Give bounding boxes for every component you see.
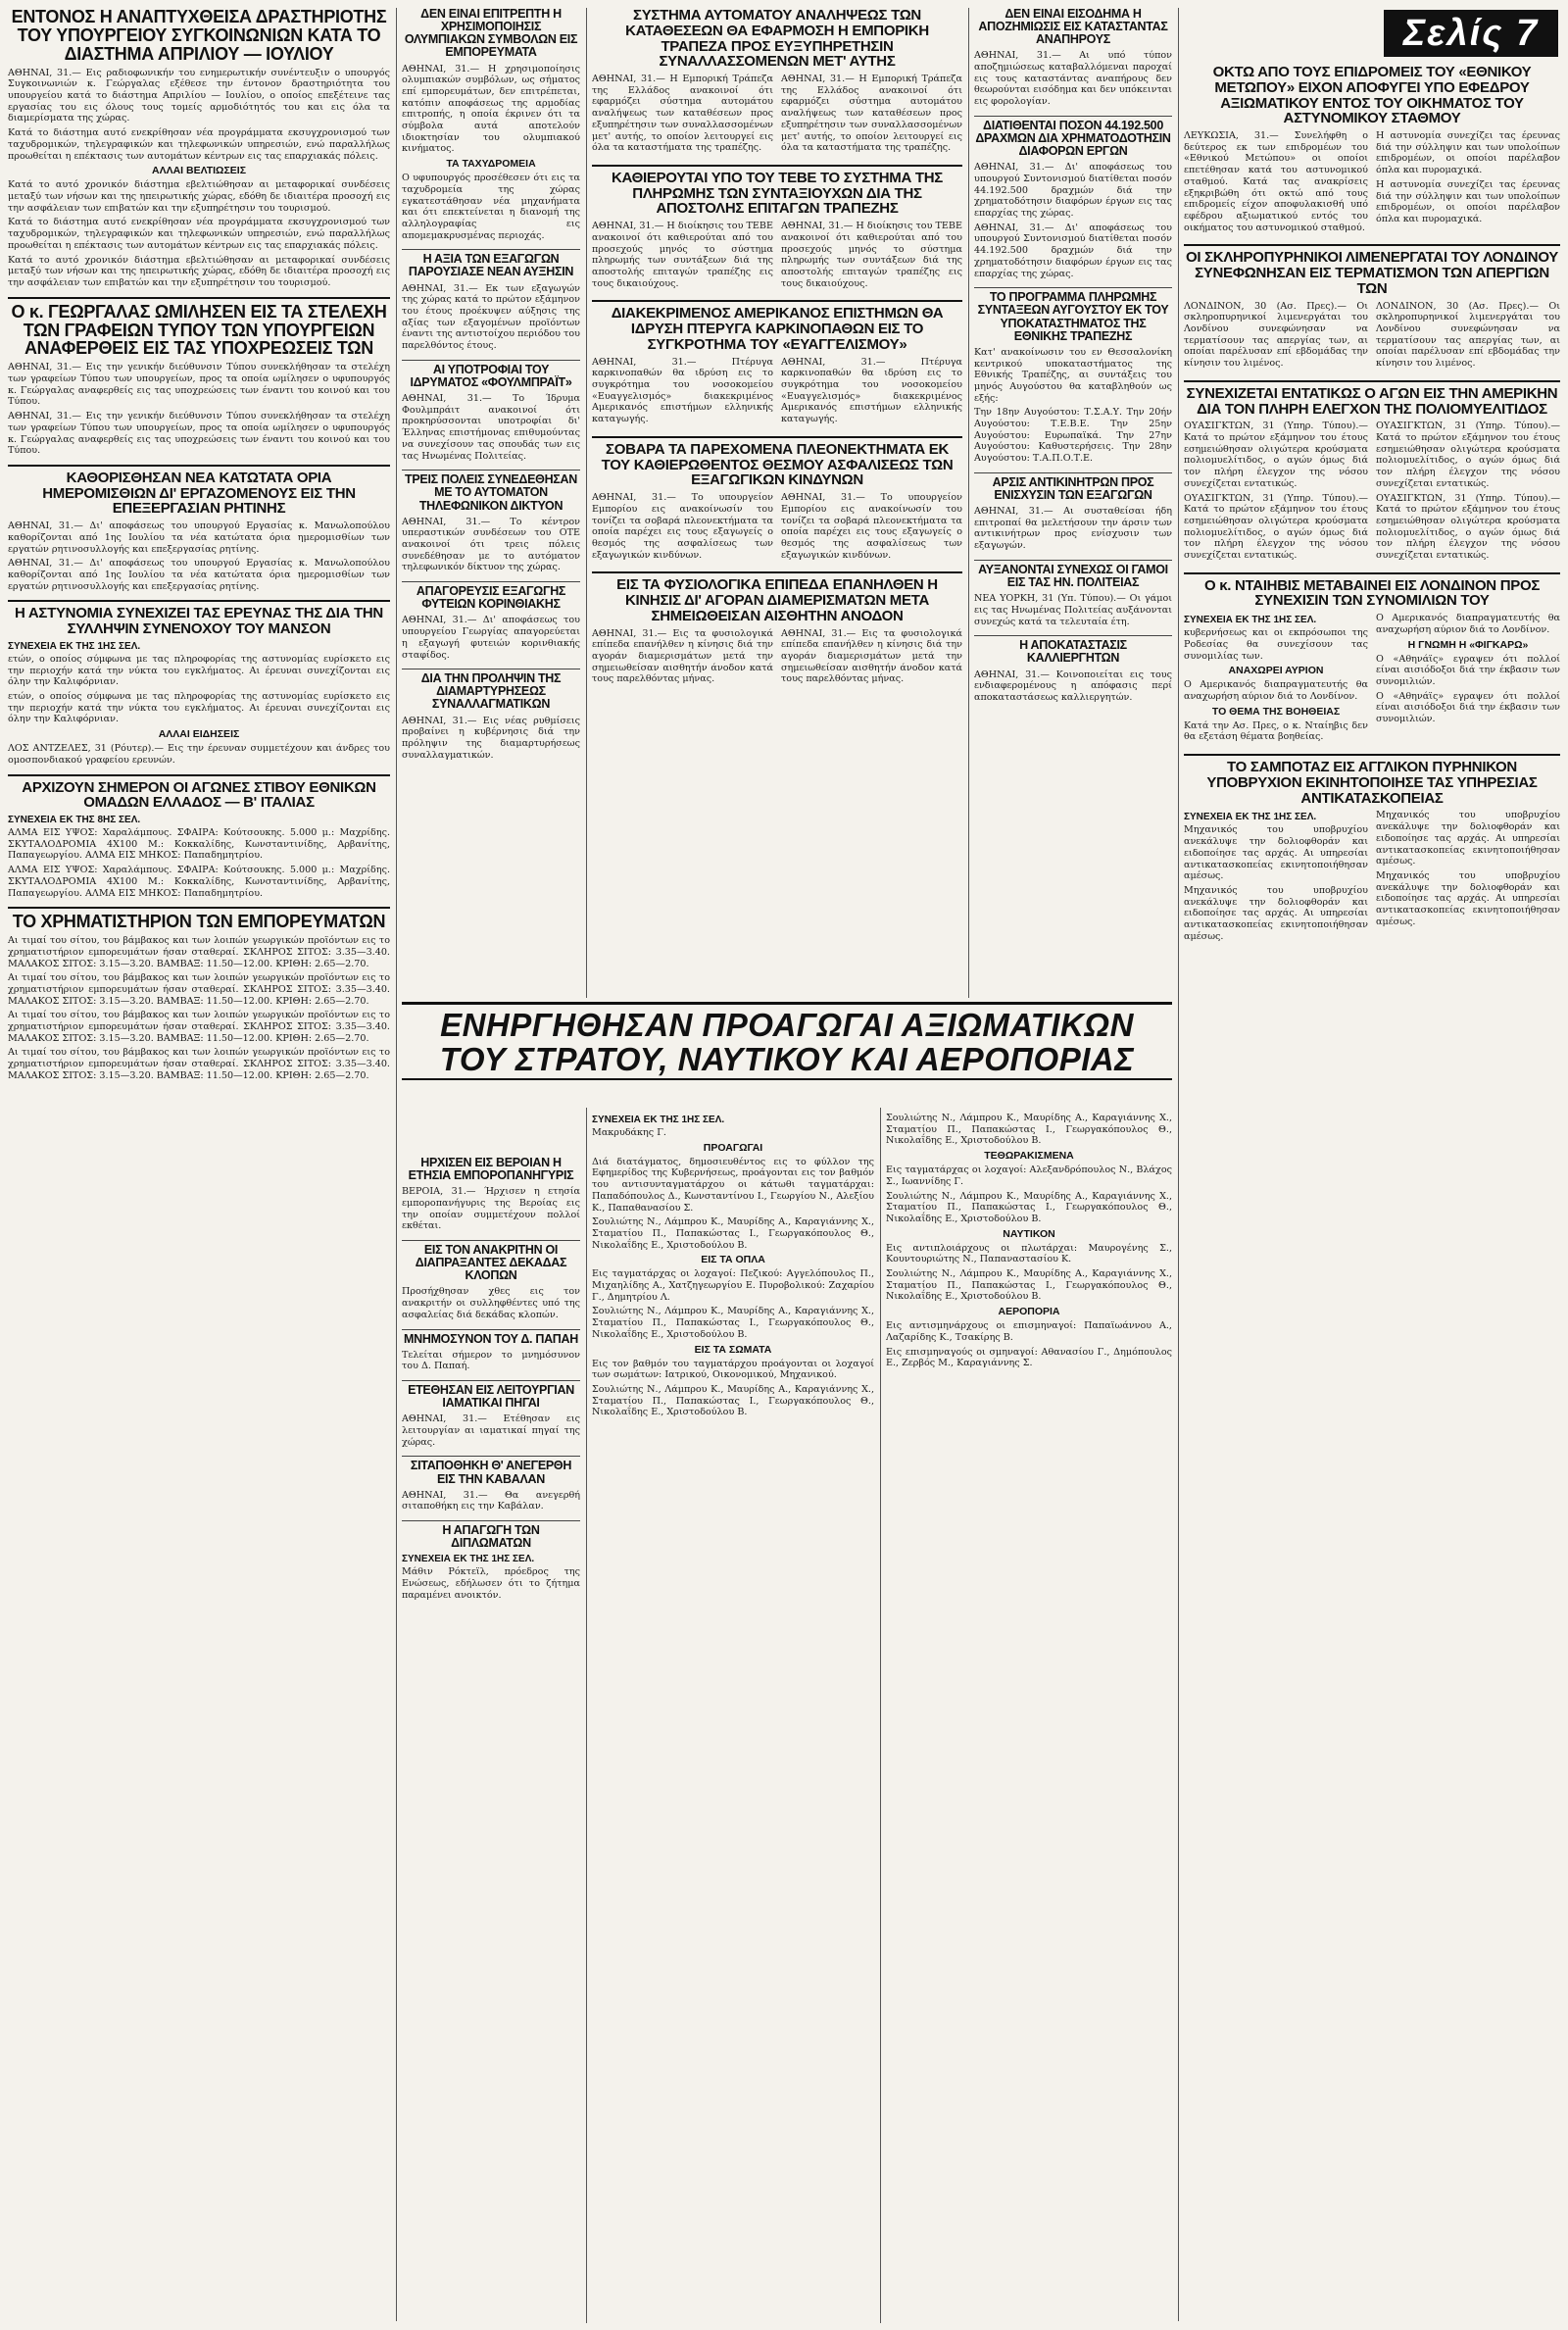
article-body: Την 18ην Αυγούστου: Τ.Σ.Α.Υ. Την 20ήν Αυγούστου: Τ.Ε.Β.Ε. Την 25ην Αυγούστου: Ευρωπαϊκά. Την 27ην Αυγούστου: Καθυστερήσεις. Την 28ην Αυγούστου: Τ.Α.Π.Ο.Τ.Ε.	[974, 407, 1172, 465]
divider	[402, 581, 580, 582]
article-body: ΑΛΜΑ ΕΙΣ ΥΨΟΣ: Χαραλάμπους. ΣΦΑΙΡΑ: Κούτσουκης. 5.000 μ.: Μαχρίδης. ΣΚΥΤΑΛΟΔΡΟΜΙΑ 4Χ100 Μ.: Κοκκαλίδης, Κωνσταντινίδης, Αρβανίτης, Παπαγεωργίου. ΑΛΜΑ ΕΙΣ ΜΗΚΟΣ: Παπαδημητρίου.	[8, 827, 390, 862]
article-body: Εις επισμηναγούς οι σμηναγοί: Αθανασίου Γ., Δημόπουλος Ε., Ζερβός Μ., Καραγιάννης Σ.	[886, 1346, 1172, 1369]
divider	[402, 360, 580, 361]
article-springs	[402, 1384, 580, 1448]
headline: ΣΙΤΑΠΟΘΗΚΗ Θ' ΑΝΕΓΕΡΘΗ ΕΙΣ ΤΗΝ ΚΑΒΑΛΑΝ	[410, 1459, 572, 1486]
article-body: ΑΘΗΝΑΙ, 31.— Η διοίκησις του ΤΕΒΕ ανακοινοί ότι καθιερούται από του προσεχούς μηνός το σύστημα πληρωμής των συντάξεων διά της αποστολής επιταγών τραπέζης εις τους δικαιούχους.	[592, 221, 773, 289]
article-body: Αι τιμαί του σίτου, του βάμβακος και των λοιπών γεωργικών προϊόντων εις το χρηματιστήριον εμπορευμάτων ήσαν σταθεραί. ΣΚΛΗΡΟΣ ΣΙΤΟΣ: 3.35—3.40. ΜΑΛΑΚΟΣ ΣΙΤΟΣ: 3.15—3.20. ΒΑΜΒΑΞ: 11.50—12.00. ΚΡΙΘΗ: 2.65—2.70.	[8, 972, 390, 1007]
article-cultivators	[974, 639, 1172, 703]
article-body: ΑΘΗΝΑΙ, 31.— Πτέρυγα καρκινοπαθών θα ιδρύση εις το συγκρότημα του νοσοκομείου «Ευαγγελισμός» διακεκριμένος Αμερικανός επιστήμων ελληνικής καταγωγής.	[781, 356, 962, 425]
column-rule	[396, 8, 397, 2321]
article-davies-london	[1184, 578, 1560, 746]
article-commodities	[8, 913, 390, 1081]
article-exports	[402, 253, 580, 351]
article-export-incentives	[974, 476, 1172, 552]
article-body: Τελείται σήμερον το μνημόσυνον του Δ. Παπαή.	[402, 1349, 580, 1372]
article-body: Σουλιώτης Ν., Λάμπρου Κ., Μαυρίδης Α., Καραγιάννης Χ., Σταματίου Π., Παπακώστας Ι., Γεωργακόπουλος Θ., Νικολαΐδης Ε., Χριστοδούλου Β.	[886, 1190, 1172, 1224]
article-manson	[8, 606, 390, 766]
article-fulbright	[402, 364, 580, 462]
article-body: Κατά την Ασ. Πρες, ο κ. Νταίηβις δεν θα εξετάση θέματα βοηθείας.	[1184, 719, 1368, 743]
article-athletics	[8, 780, 390, 900]
article-olympic-symbols	[402, 8, 580, 241]
headline: ΚΑΘΙΕΡΟΥΤΑΙ ΥΠΟ ΤΟΥ ΤΕΒΕ ΤΟ ΣΥΣΤΗΜΑ ΤΗΣ ΠΛΗΡΩΜΗΣ ΤΩΝ ΣΥΝΤΑΞΙΟΥΧΩΝ ΔΙΑ ΤΗΣ ΑΠΟΣΤΟΛΗΣ ΕΠΙΤΑΓΩΝ ΤΡΑΠΕΖΗΣ	[612, 169, 943, 218]
article-body: ετών, ο οποίος σύμφωνα με τας πληροφορίας της αστυνομίας ευρίσκετο εις την περιοχήν κατά την νύκτα του εγκλήματος. Αι έρευναι συνεχίζονται εις όλην την Καλιφόρνιαν.	[8, 691, 390, 725]
article-body: Κατά το αυτό χρονικόν διάστημα εβελτιώθησαν αι μεταφορικαί συνδέσεις μεταξύ των νήσων και της ηπειρωτικής χώρας, εδόθη δε ιδιαιτέρα προσοχή εις την ασφάλειαν των επιβατών και την εξυπηρέτησιν του τουρισμού.	[8, 179, 390, 214]
divider	[402, 1329, 580, 1330]
article-body: ΟΥΑΣΙΓΚΤΩΝ, 31 (Υπηρ. Τύπου).— Κατά το πρώτον εξάμηνον του έτους εσημειώθησαν ολιγώτερα κρούσματα πολιομυελίτιδος, ο αγών όμως διά τον πλήρη έλεγχον της νόσου συνεχίζεται εντατικώς.	[1376, 492, 1560, 562]
article-body: Αι τιμαί του σίτου, του βάμβακος και των λοιπών γεωργικών προϊόντων εις το χρηματιστήριον εμπορευμάτων ήσαν σταθεραί. ΣΚΛΗΡΟΣ ΣΙΤΟΣ: 3.35—3.40. ΜΑΛΑΚΟΣ ΣΙΤΟΣ: 3.15—3.20. ΒΑΜΒΑΞ: 11.50—12.00. ΚΡΙΘΗ: 2.65—2.70.	[8, 935, 390, 969]
headline: ΔΕΝ ΕΙΝΑΙ ΕΙΣΟΔΗΜΑ Η ΑΠΟΖΗΜΙΩΣΙΣ ΕΙΣ ΚΑΤΑΣΤΑΝΤΑΣ ΑΝΑΠΗΡΟΥΣ	[978, 7, 1168, 47]
article-body: Αι τιμαί του σίτου, του βάμβακος και των λοιπών γεωργικών προϊόντων εις το χρηματιστήριον εμπορευμάτων ήσαν σταθεραί. ΣΚΛΗΡΟΣ ΣΙΤΟΣ: 3.35—3.40. ΜΑΛΑΚΟΣ ΣΙΤΟΣ: 3.15—3.20. ΒΑΜΒΑΞ: 11.50—12.00. ΚΡΙΘΗ: 2.65—2.70.	[8, 1010, 390, 1044]
subheading: ΕΙΣ ΤΑ ΟΠΛΑ	[701, 1254, 765, 1266]
article-body: ΛΕΥΚΩΣΙΑ, 31.— Συνελήφθη ο δεύτερος εκ των επιδρομέων του «Εθνικού Μετώπου» οι οποίοι επετέθησαν κατά του αστυνομικού σταθμού. Κατά τας ανακρίσεις εξηκριβώθη ότι οκτώ από τους επιδρομείς είχον αποφυλακισθή υπό εφέδρου αξιωματικού εντός του οικήματος του αστυνομικού σταθμού.	[1184, 130, 1368, 233]
article-body: ΛΟΣ ΑΝΤΖΕΛΕΣ, 31 (Ρόυτερ).— Εις την έρευναν συμμετέχουν και άνδρες του ομοσπονδιακού γραφείου ερευνών.	[8, 743, 390, 766]
article-body: Σουλιώτης Ν., Λάμπρου Κ., Μαυρίδης Α., Καραγιάννης Χ., Σταματίου Π., Παπακώστας Ι., Γεωργακόπουλος Θ., Νικολαΐδης Ε., Χριστοδούλου Β.	[886, 1113, 1172, 1147]
article-memorial	[402, 1333, 580, 1373]
column-5	[1184, 65, 1560, 953]
article-body: Ο υφυπουργός προσέθεσεν ότι εις τα ταχυδρομεία της χώρας εγκατεστάθησαν νέα μηχανήματα και ότι επεκτείνεται η διανομή της αλληλογραφίας εις απομεμακρυσμένας περιοχάς.	[402, 173, 580, 241]
headline: ΔΕΝ ΕΙΝΑΙ ΕΠΙΤΡΕΠΤΗ Η ΧΡΗΣΙΜΟΠΟΙΗΣΙΣ ΟΛΥΜΠΙΑΚΩΝ ΣΥΜΒΟΛΩΝ ΕΙΣ ΕΜΠΟΡΕΥΜΑΤΑ	[404, 7, 578, 60]
subheading: ΤΟ ΘΕΜΑ ΤΗΣ ΒΟΗΘΕΙΑΣ	[1211, 705, 1341, 718]
headline: ΤΟ ΣΑΜΠΟΤΑΖ ΕΙΣ ΑΓΓΛΙΚΟΝ ΠΥΡΗΝΙΚΟΝ ΥΠΟΒΡΥΧΙΟΝ ΕΚΙΝΗΤΟΠΟΙΗΣΕ ΤΑΣ ΥΠΗΡΕΣΙΑΣ ΑΝΤΙΚΑΤΑΣΚΟΠΕΙΑΣ	[1206, 759, 1538, 807]
page-number-badge: Σελίς 7	[1384, 10, 1558, 57]
headline: ΣΟΒΑΡΑ ΤΑ ΠΑΡΕΧΟΜΕΝΑ ΠΛΕΟΝΕΚΤΗΜΑΤΑ ΕΚ ΤΟΥ ΚΑΘΙΕΡΩΘΕΝΤΟΣ ΘΕΣΜΟΥ ΑΣΦΑΛΙΣΕΩΣ ΤΩΝ ΕΞΑΓΩΓΙΚΩΝ ΚΙΝΔΥΝΩΝ	[601, 440, 954, 489]
article-promissory	[402, 672, 580, 761]
article-body: Μηχανικός του υποβρυχίου ανεκάλυψε την δολιοφθοράν και ειδοποίησε τας αρχάς. Αι υπηρεσίαι αντικατασκοπείας εκινητοποιήθησαν αμέσως.	[1376, 869, 1560, 927]
divider	[8, 600, 390, 602]
column-rule	[880, 1108, 881, 2323]
article-corinthian	[402, 585, 580, 661]
article-body: Εις ταγματάρχας οι λοχαγοί: Πεζικού: Αγγελόπουλος Π., Μιχαηλίδης Α., Χατζηγεωργίου Ε. Πυροβολικού: Ζαχαρίου Γ., Δημητρίου Λ.	[592, 1268, 874, 1303]
article-resin-wages	[8, 471, 390, 592]
article-body: ΑΘΗΝΑΙ, 31.— Εις ραδιοφωνικήν του ενημερωτικήν συνέντευξιν ο υπουργός Συγκοινωνιών κ. Γεώργαλας εξέθεσε την έντονον δραστηριότητα του υπουργείου κατά το διάστημα Απριλίου — Ιουλίου, ο οποίος επεξέτεινε τας εργασίας του εις όλους τους τομείς αρμοδιότητός του και εις όλα τα διαμερίσματα της χώρας.	[8, 67, 390, 124]
article-granary	[402, 1460, 580, 1512]
divider	[974, 635, 1172, 636]
subheading: ΝΑΥΤΙΚΟΝ	[1003, 1227, 1055, 1240]
article-body: Εις αντισμηνάρχους οι επισμηναγοί: Παπαϊωάννου Α., Λαζαρίδης Κ., Τσακίρης Β.	[886, 1320, 1172, 1343]
headline: ΣΥΣΤΗΜΑ ΑΥΤΟΜΑΤΟΥ ΑΝΑΛΗΨΕΩΣ ΤΩΝ ΚΑΤΑΘΕΣΕΩΝ ΘΑ ΕΦΑΡΜΟΣΗ Η ΕΜΠΟΡΙΚΗ ΤΡΑΠΕΖΑ ΠΡΟΣ ΕΥΞΥΠΗΡΕΤΗΣΙΝ ΣΥΝΑΛΛΑΣΣΟΜΕΝΩΝ ΜΕΤ' ΑΥΤΗΣ	[625, 7, 929, 71]
article-body: ΑΘΗΝΑΙ, 31.— Το υπουργείον Εμπορίου εις ανακοίνωσίν του τονίζει τα σοβαρά πλεονεκτήματα τα οποία παρέχει εις τους εξαγωγείς ο θεσμός της ασφαλίσεως των εξαγωγικών κινδύνων.	[781, 492, 962, 561]
article-body: ΝΕΑ ΥΟΡΚΗ, 31 (Υπ. Τύπου).— Οι γάμοι εις τας Ηνωμένας Πολιτείας αυξάνονται συνεχώς κατά τα τελευταία έτη.	[974, 593, 1172, 627]
article-polio	[1184, 386, 1560, 565]
column-rule	[1178, 8, 1179, 2321]
divider	[1184, 380, 1560, 382]
article-body: ΑΘΗΝΑΙ, 31.— Εις τα φυσιολογικά επίπεδα επανήλθεν η κίνησις διά την αγοράν διαμερισμάτων μετά την σημειωθείσαν αισθητήν άνοδον κατά τους παρελθόντας μήνας.	[781, 627, 962, 685]
headline: ΚΑΘΟΡΙΣΘΗΣΑΝ ΝΕΑ ΚΑΤΩΤΑΤΑ ΟΡΙΑ ΗΜΕΡΟΜΙΣΘΙΩΝ ΔΙ' ΕΡΓΑΖΟΜΕΝΟΥΣ ΕΙΣ ΤΗΝ ΕΠΕΞΕΡΓΑΣΙΑΝ ΡΗΤΙΝΗΣ	[42, 469, 356, 518]
article-submarine-sabotage	[1184, 760, 1560, 945]
article-transport-ministry	[8, 8, 390, 289]
divider	[8, 774, 390, 776]
article-body: Μακρυδάκης Γ.	[592, 1127, 666, 1138]
article-body: Σουλιώτης Ν., Λάμπρου Κ., Μαυρίδης Α., Καραγιάννης Χ., Σταματίου Π., Παπακώστας Ι., Γεωργακόπουλος Θ., Νικολαΐδης Ε., Χριστοδούλου Β.	[592, 1383, 874, 1418]
article-thefts	[402, 1244, 580, 1320]
headline: ΔΙΑ ΤΗΝ ΠΡΟΛΗΨΙΝ ΤΗΣ ΔΙΑΜΑΡΤΥΡΗΣΕΩΣ ΣΥΝΑΛΛΑΓΜΑΤΙΚΩΝ	[420, 671, 562, 712]
article-body: ΑΘΗΝΑΙ, 31.— Θα ανεγερθή σιταποθήκη εις την Καβάλαν.	[402, 1489, 580, 1512]
headline: Η ΑΠΑΓΩΓΗ ΤΩΝ ΔΙΠΛΩΜΑΤΩΝ	[442, 1523, 540, 1551]
article-body: ΟΥΑΣΙΓΚΤΩΝ, 31 (Υπηρ. Τύπου).— Κατά το πρώτον εξάμηνον του έτους εσημειώθησαν ολιγώτερα κρούσματα πολιομυελίτιδος, ο αγών όμως διά τον πλήρη έλεγχον της νόσου συνεχίζεται εντατικώς.	[1184, 421, 1368, 489]
article-body: ΑΘΗΝΑΙ, 31.— Πτέρυγα καρκινοπαθών θα ιδρύση εις το συγκρότημα του νοσοκομείου «Ευαγγελισμός» διακεκριμένος Αμερικανός επιστήμων ελληνικής καταγωγής.	[592, 356, 773, 425]
article-body: ΑΘΗΝΑΙ, 31.— Εις την γενικήν διεύθυνσιν Τύπου συνεκλήθησαν τα στελέχη των γραφείων Τύπου των υπουργείων, προς τα οποία ωμίλησεν ο υφυπουργός κ. Γεώργαλας αναφερθείς εις τας υποχρεώσεις των έναντι του κοινού και του Τύπου.	[8, 362, 390, 408]
headline: ΗΡΧΙΣΕΝ ΕΙΣ ΒΕΡΟΙΑΝ Η ΕΤΗΣΙΑ ΕΜΠΟΡΟΠΑΝΗΓΥΡΙΣ	[408, 1156, 574, 1183]
headline: ΑΙ ΥΠΟΤΡΟΦΙΑΙ ΤΟΥ ΙΔΡΥΜΑΤΟΣ «ΦΟΥΛΜΠΡΑΪΤ»	[410, 362, 572, 389]
divider	[8, 297, 390, 299]
column-rule	[586, 1108, 587, 2323]
headline: Ο κ. ΓΕΩΡΓΑΛΑΣ ΩΜΙΛΗΣΕΝ ΕΙΣ ΤΑ ΣΤΕΛΕΧΗ ΤΩΝ ΓΡΑΦΕΙΩΝ ΤΥΠΟΥ ΤΩΝ ΥΠΟΥΡΓΕΙΩΝ ΑΝΑΦΕΡΘΕΙΣ ΕΙΣ ΤΑΣ ΥΠΟΧΡΕΩΣΕΙΣ ΤΩΝ	[11, 301, 387, 359]
article-national-front	[1184, 65, 1560, 236]
article-body: Σουλιώτης Ν., Λάμπρου Κ., Μαυρίδης Α., Καραγιάννης Χ., Σταματίου Π., Παπακώστας Ι., Γεωργακόπουλος Θ., Νικολαΐδης Ε., Χριστοδούλου Β.	[592, 1306, 874, 1340]
article-body: ΛΟΝΔΙΝΟΝ, 30 (Ασ. Πρες).— Οι σκληροπυρηνικοί λιμενεργάται του Λονδίνου συνεφώνησαν να τερματίσουν τας απεργίας των, αι οποίαι παρέλυσαν επί εβδομάδας την κίνησιν του λιμένος.	[1184, 300, 1368, 370]
divider	[592, 300, 962, 302]
column-2-lower	[402, 1157, 580, 1609]
subheading: ΠΡΟΑΓΩΓΑΙ	[703, 1141, 763, 1154]
column-rule	[968, 8, 969, 998]
subheading: ΑΛΛΑΙ ΕΙΔΗΣΕΙΣ	[158, 728, 240, 741]
article-london-dockers	[1184, 250, 1560, 372]
headline: ΣΥΝΕΧΙΖΕΤΑΙ ΕΝΤΑΤΙΚΩΣ Ο ΑΓΩΝ ΕΙΣ ΤΗΝ ΑΜΕΡΙΚΗΝ ΔΙΑ ΤΟΝ ΠΛΗΡΗ ΕΛΕΓΧΟΝ ΤΗΣ ΠΟΛΙΟΜΥΕΛΙΤΙΔΟΣ	[1186, 384, 1558, 418]
divider	[592, 571, 962, 573]
subheading: ΑΛΛΑΙ ΒΕΛΤΙΩΣΕΙΣ	[152, 165, 246, 177]
article-body: ΟΥΑΣΙΓΚΤΩΝ, 31 (Υπηρ. Τύπου).— Κατά το πρώτον εξάμηνον του έτους εσημειώθησαν ολιγώτερα κρούσματα πολιομυελίτιδος, ο αγών όμως διά τον πλήρη έλεγχον της νόσου συνεχίζεται εντατικώς.	[1376, 421, 1560, 489]
article-body: ΑΘΗΝΑΙ, 31.— Η χρησιμοποίησις ολυμπιακών συμβόλων, ως σήματος επί εμπορευμάτων, δεν επιτρέπεται, κατόπιν αποφάσεως της αρμοδίας επιτροπής, η οποία έκρινεν ότι τα σύμβολα αυτά αποτελούν ιδιοκτησίαν του ολυμπιακού κινήματος.	[402, 63, 580, 155]
article-body: ΑΘΗΝΑΙ, 31.— Αι συσταθείσαι ήδη επιτροπαί θα μελετήσουν την άρσιν των αντικινήτρων προς ενίσχυσιν των εξαγωγών.	[974, 506, 1172, 552]
article-body: Η αστυνομία συνεχίζει τας έρευνας διά την σύλληψιν και των υπολοίπων επιδρομέων, οι οποίοι παρέλαβον όπλα και πυρομαχικά.	[1376, 178, 1560, 224]
subheading: ΤΑ ΤΑΧΥΔΡΟΜΕΙΑ	[446, 158, 536, 171]
article-body: ΑΘΗΝΑΙ, 31.— Η διοίκησις του ΤΕΒΕ ανακοινοί ότι καθιερούται από του προσεχούς μηνός το σύστημα πληρωμής των συντάξεων διά της αποστολής επιταγών τραπέζης εις τους δικαιούχους.	[781, 221, 962, 289]
headline: ΟΙ ΣΚΛΗΡΟΠΥΡΗΝΙΚΟΙ ΛΙΜΕΝΕΡΓΑΤΑΙ ΤΟΥ ΛΟΝΔΙΝΟΥ ΣΥΝΕΦΩΝΗΣΑΝ ΕΙΣ ΤΕΡΜΑΤΙΣΜΟΝ ΤΩΝ ΑΠΕΡΓΙΩΝ ΤΩΝ	[1185, 249, 1558, 297]
continuation-label: ΣΥΝΕΧΕΙΑ ΕΚ ΤΗΣ 1ΗΣ ΣΕΛ.	[1184, 812, 1317, 823]
divider	[402, 470, 580, 471]
subheading: ΤΕΘΩΡΑΚΙΣΜΕΝΑ	[984, 1150, 1074, 1163]
article-body: κυβερνήσεως και οι εκπρόσωποι της Ροδεσίας θα συνεχίσουν τας συνομιλίας των.	[1184, 627, 1368, 662]
divider	[402, 1240, 580, 1241]
promotions-column-b	[886, 1113, 1172, 1372]
divider	[974, 472, 1172, 473]
article-body: ΑΘΗΝΑΙ, 31.— Εις νέας ρυθμίσεις προβαίνει η κυβέρνησις διά την πρόληψιν της διαμαρτυρήσεως συναλλαγματικών.	[402, 715, 580, 761]
article-body: Μηχανικός του υποβρυχίου ανεκάλυψε την δολιοφθοράν και ειδοποίησε τας αρχάς. Αι υπηρεσίαι αντικατασκοπείας εκινητοποιήθησαν αμέσως.	[1184, 824, 1368, 882]
headline: ΕΙΣ ΤΑ ΦΥΣΙΟΛΟΓΙΚΑ ΕΠΙΠΕΔΑ ΕΠΑΝΗΛΘΕΝ Η ΚΙΝΗΣΙΣ ΔΙ' ΑΓΟΡΑΝ ΔΙΑΜΕΡΙΣΜΑΤΩΝ ΜΕΤΑ ΣΗΜΕΙΩΘΕΙΣΑΝ ΑΙΣΘΗΤΗΝ ΑΝΟΔΟΝ	[616, 576, 938, 624]
headline: ΑΠΑΓΟΡΕΥΣΙΣ ΕΞΑΓΩΓΗΣ ΦΥΤΕΙΩΝ ΚΟΡΙΝΘΙΑΚΗΣ	[416, 584, 566, 612]
article-body: Ο Αμερικανός διαπραγματευτής θα αναχωρήση αύριον διά το Λονδίνον.	[1376, 613, 1560, 635]
divider	[402, 1380, 580, 1381]
article-us-marriages	[974, 564, 1172, 627]
headline: ΕΝΤΟΝΟΣ Η ΑΝΑΠΤΥΧΘΕΙΣΑ ΔΡΑΣΤΗΡΙΟΤΗΣ ΤΟΥ ΥΠΟΥΡΓΕΙΟΥ ΣΥΓΚΟΙΝΩΝΙΩΝ ΚΑΤΑ ΤΟ ΔΙΑΣΤΗΜΑ ΑΠΡΙΛΙΟΥ — ΙΟΥΛΙΟΥ	[11, 7, 387, 64]
headline: ΕΤΕΘΗΣΑΝ ΕΙΣ ΛΕΙΤΟΥΡΓΙΑΝ ΙΑΜΑΤΙΚΑΙ ΠΗΓΑΙ	[408, 1383, 574, 1411]
article-body: Κατά το αυτό χρονικόν διάστημα εβελτιώθησαν αι μεταφορικαί συνδέσεις μεταξύ των νήσων και της ηπειρωτικής χώρας, εδόθη δε ιδιαιτέρα προσοχή εις την ασφάλειαν των επιβατών και την εξυπηρέτησιν του τουρισμού.	[8, 254, 390, 288]
article-body: Κατά το διάστημα αυτό ενεκρίθησαν νέα προγράμματα εκσυγχρονισμού των ταχυδρομικών, τηλεγραφικών και τηλεφωνικών υπηρεσιών, ενώ παραλλήλως προωθείται η επέκτασις των αυτομάτων κέντρων εις τας επαρχιακάς πόλεις.	[8, 127, 390, 162]
article-body: ΑΘΗΝΑΙ, 31.— Εκ των εξαγωγών της χώρας κατά το πρώτον εξάμηνον του έτους προέκυψεν αύξησις της αξίας των εξαγομένων προϊόντων έναντι της αντιστοίχου περιόδου του παρελθόντος έτους.	[402, 282, 580, 352]
divider	[1184, 754, 1560, 756]
headline: ΤΡΕΙΣ ΠΟΛΕΙΣ ΣΥΝΕΔΕΘΗΣΑΝ ΜΕ ΤΟ ΑΥΤΟΜΑΤΟΝ ΤΗΛΕΦΩΝΙΚΟΝ ΔΙΚΤΥΟΝ	[405, 472, 577, 513]
article-body: Κατά το διάστημα αυτό ενεκρίθησαν νέα προγράμματα εκσυγχρονισμού των ταχυδρομικών, τηλεγραφικών και τηλεφωνικών υπηρεσιών, ενώ παραλλήλως προωθείται η επέκτασις των αυτομάτων κέντρων εις τας επαρχιακάς πόλεις.	[8, 217, 390, 251]
column-1	[8, 8, 390, 1090]
article-body: Εις αντιπλοιάρχους οι πλωτάρχαι: Μαυρογένης Σ., Κουντουριώτης Ν., Παπαναστασίου Κ.	[886, 1242, 1172, 1265]
headline: ΜΝΗΜΟΣΥΝΟΝ ΤΟΥ Δ. ΠΑΠΑΗ	[404, 1331, 578, 1346]
article-body: ΑΘΗΝΑΙ, 31.— Η Εμπορική Τράπεζα της Ελλάδος ανακοινοί ότι εφαρμόζει σύστημα αυτομάτου αναλήψεως των καταθέσεων προς εξυπηρέτησιν των συναλλασσομένων μετ' αυτής, το οποίον λειτουργεί εις όλα τα καταστήματα της τραπέζης.	[781, 74, 962, 154]
article-auto-withdrawal	[592, 8, 962, 157]
article-body: ΒΕΡΟΙΑ, 31.— Ήρχισεν η ετησία εμποροπανήγυρις της Βεροίας εις την οποίαν συμμετέχουν πολλοί εκθέται.	[402, 1186, 580, 1232]
divider	[592, 436, 962, 438]
headline: ΔΙΑΚΕΚΡΙΜΕΝΟΣ ΑΜΕΡΙΚΑΝΟΣ ΕΠΙΣΤΗΜΩΝ ΘΑ ΙΔΡΥΣΗ ΠΤΕΡΥΓΑ ΚΑΡΚΙΝΟΠΑΘΩΝ ΕΙΣ ΤΟ ΣΥΓΚΡΟΤΗΜΑ ΤΟΥ «ΕΥΑΓΓΕΛΙΣΜΟΥ»	[611, 305, 944, 353]
article-body: ΑΘΗΝΑΙ, 31.— Δι' αποφάσεως του υπουργού Συντονισμού διατίθεται ποσόν 44.192.500 δραχμών διά την χρηματοδότησιν διαφόρων έργων εις τας επαρχίας της χώρας.	[974, 222, 1172, 279]
article-body: Κατ' ανακοίνωσιν του εν Θεσσαλονίκη κεντρικού υποκαταστήματος της Εθνικής Τραπέζης, αι συντάξεις του μηνός Αυγούστου θα καταβληθούν ως εξής:	[974, 346, 1172, 404]
article-body: Η αστυνομία συνεχίζει τας έρευνας διά την σύλληψιν και των υπολοίπων επιδρομέων, οι οποίοι παρέλαβον όπλα και πυρομαχικά.	[1376, 130, 1560, 176]
article-body: ΑΘΗΝΑΙ, 31.— Ετέθησαν εις λειτουργίαν αι ιαματικαί πηγαί της χώρας.	[402, 1413, 580, 1448]
subheading: ΕΙΣ ΤΑ ΣΩΜΑΤΑ	[694, 1343, 772, 1356]
headline: Η ΑΣΤΥΝΟΜΙΑ ΣΥΝΕΧΙΖΕΙ ΤΑΣ ΕΡΕΥΝΑΣ ΤΗΣ ΔΙΑ ΤΗΝ ΣΥΛΛΗΨΙΝ ΣΥΝΕΝΟΧΟΥ ΤΟΥ ΜΑΝΣΟΝ	[15, 605, 383, 638]
article-veria-fair	[402, 1157, 580, 1232]
subheading: ΑΕΡΟΠΟΡΙΑ	[998, 1306, 1060, 1318]
article-body: ΑΘΗΝΑΙ, 31.— Το Ίδρυμα Φουλμπράιτ ανακοινοί ότι προκηρύσσονται υποτροφίαι δι' Έλληνας επιστήμονας επιθυμούντας να συνεχίσουν τας σπουδάς των εις τας Ηνωμένας Πολιτείας.	[402, 393, 580, 462]
promotions-banner	[402, 1002, 1172, 1080]
divider	[974, 287, 1172, 288]
article-body: Ο «Αθηνάϊς» εγραψεν ότι πολλοί είναι αισιόδοξοι διά την έκβασιν των συνομιλιών.	[1376, 690, 1560, 725]
article-pension-schedule	[974, 291, 1172, 465]
subheading: ΑΝΑΧΩΡΕΙ ΑΥΡΙΟΝ	[1228, 665, 1324, 677]
article-body: ΛΟΝΔΙΝΟΝ, 30 (Ασ. Πρες).— Οι σκληροπυρηνικοί λιμενεργάται του Λονδίνου συνεφώνησαν να τερματίσουν τας απεργίας των, αι οποίαι παρέλυσαν επί εβδομάδας την κίνησιν του λιμένος.	[1376, 300, 1560, 370]
headline: ΑΡΣΙΣ ΑΝΤΙΚΙΝΗΤΡΩΝ ΠΡΟΣ ΕΝΙΣΧΥΣΙΝ ΤΩΝ ΕΞΑΓΩΓΩΝ	[992, 474, 1154, 502]
banner-headline-line1: ΕΝΗΡΓΗΘΗΣΑΝ ΠΡΟΑΓΩΓΑΙ ΑΞΙΩΜΑΤΙΚΩΝ	[440, 1007, 1134, 1043]
headline: ΟΚΤΩ ΑΠΟ ΤΟΥΣ ΕΠΙΔΡΟΜΕΙΣ ΤΟΥ «ΕΘΝΙΚΟΥ ΜΕΤΩΠΟΥ» ΕΙΧΟΝ ΑΠΟΦΥΓΕΙ ΥΠΟ ΕΦΕΔΡΟΥ ΑΞΙΩΜΑΤΙΚΟΥ ΕΝΤΟΣ ΤΟΥ ΟΙΚΗΜΑΤΟΣ ΤΟΥ ΑΣΤΥΝΟΜΙΚΟΥ ΣΤΑΘΜΟΥ	[1212, 64, 1532, 127]
article-georgalas-press	[8, 303, 390, 457]
divider	[402, 1520, 580, 1521]
article-body: Προσήχθησαν χθες εις τον ανακριτήν οι συλληφθέντες υπό της ασφαλείας διά δεκάδας κλοπών.	[402, 1286, 580, 1320]
article-body: ΑΘΗΝΑΙ, 31.— Η Εμπορική Τράπεζα της Ελλάδος ανακοινοί ότι εφαρμόζει σύστημα αυτομάτου αναλήψεως των καταθέσεων προς εξυπηρέτησιν των συναλλασσομένων μετ' αυτής, το οποίον λειτουργεί εις όλα τα καταστήματα της τραπέζης.	[592, 74, 773, 154]
article-body: ΑΘΗΝΑΙ, 31.— Το κέντρον υπεραστικών συνδέσεων του ΟΤΕ ανακοινοί ότι τρεις πόλεις συνεδέθησαν με το αυτόματον τηλεφωνικόν δίκτυον της χώρας.	[402, 516, 580, 573]
continuation-label: ΣΥΝΕΧΕΙΑ ΕΚ ΤΗΣ 1ΗΣ ΣΕΛ.	[592, 1115, 725, 1125]
headline: Η ΑΞΙΑ ΤΩΝ ΕΞΑΓΩΓΩΝ ΠΑΡΟΥΣΙΑΣΕ ΝΕΑΝ ΑΥΞΗΣΙΝ	[408, 252, 574, 279]
article-body: ΑΘΗΝΑΙ, 31.— Εις τα φυσιολογικά επίπεδα επανήλθεν η κίνησις διά την αγοράν διαμερισμάτων μετά την σημειωθείσαν αισθητήν άνοδον κατά τους παρελθόντας μήνας.	[592, 627, 773, 685]
headline: ΔΙΑΤΙΘΕΝΤΑΙ ΠΟΣΟΝ 44.192.500 ΔΡΑΧΜΩΝ ΔΙΑ ΧΡΗΜΑΤΟΔΟΤΗΣΙΝ ΔΙΑΦΟΡΩΝ ΕΡΓΩΝ	[975, 118, 1171, 159]
divider	[1184, 572, 1560, 574]
article-body: ΑΘΗΝΑΙ, 31.— Εις την γενικήν διεύθυνσιν Τύπου συνεκλήθησαν τα στελέχη των γραφείων Τύπου των υπουργείων, προς τα οποία ωμίλησεν ο υφυπουργός κ. Γεώργαλας αναφερθείς εις τας υποχρεώσεις των έναντι του κοινού και του Τύπου.	[8, 411, 390, 457]
divider	[974, 560, 1172, 561]
divider	[1184, 244, 1560, 246]
promotions-column-a	[592, 1113, 874, 1421]
banner-headline-line2: ΤΟΥ ΣΤΡΑΤΟΥ, ΝΑΥΤΙΚΟΥ ΚΑΙ ΑΕΡΟΠΟΡΙΑΣ	[439, 1040, 1135, 1077]
article-body: Αι τιμαί του σίτου, του βάμβακος και των λοιπών γεωργικών προϊόντων εις το χρηματιστήριον εμπορευμάτων ήσαν σταθεραί. ΣΚΛΗΡΟΣ ΣΙΤΟΣ: 3.35—3.40. ΜΑΛΑΚΟΣ ΣΙΤΟΣ: 3.15—3.20. ΒΑΜΒΑΞ: 11.50—12.00. ΚΡΙΘΗ: 2.65—2.70.	[8, 1047, 390, 1081]
article-body: ΑΘΗΝΑΙ, 31.— Δι' αποφάσεως του υπουργού Εργασίας κ. Μανωλοπούλου καθορίζονται από 1ης Ιουλίου τα νέα κατώτατα όρια ημερομισθίων των εργατών ρητινοσυλλογής και επεξεργασίας ρητίνης.	[8, 521, 390, 555]
article-disabled-compensation	[974, 8, 1172, 108]
divider	[592, 165, 962, 167]
article-body: ΑΛΜΑ ΕΙΣ ΥΨΟΣ: Χαραλάμπους. ΣΦΑΙΡΑ: Κούτσουκης. 5.000 μ.: Μαχρίδης. ΣΚΥΤΑΛΟΔΡΟΜΙΑ 4Χ100 Μ.: Κοκκαλίδης, Κωνσταντινίδης, Αρβανίτης, Παπαγεωργίου. ΑΛΜΑ ΕΙΣ ΜΗΚΟΣ: Παπαδημητρίου.	[8, 865, 390, 899]
headline: ΕΙΣ ΤΟΝ ΑΝΑΚΡΙΤΗΝ ΟΙ ΔΙΑΠΡΑΞΑΝΤΕΣ ΔΕΚΑΔΑΣ ΚΛΟΠΩΝ	[415, 1243, 567, 1283]
headline: ΑΥΞΑΝΟΝΤΑΙ ΣΥΝΕΧΩΣ ΟΙ ΓΑΜΟΙ ΕΙΣ ΤΑΣ ΗΝ. ΠΟΛΙΤΕΙΑΣ	[978, 562, 1168, 590]
divider	[8, 907, 390, 909]
divider	[974, 116, 1172, 117]
article-apartments	[592, 577, 962, 688]
article-telephone	[402, 473, 580, 573]
article-body: Ο Αμερικανός διαπραγματευτής θα αναχωρήση αύριον διά το Λονδίνον.	[1184, 679, 1368, 703]
continuation-label: ΣΥΝΕΧΕΙΑ ΕΚ ΤΗΣ 8ΗΣ ΣΕΛ.	[8, 815, 141, 826]
headline: ΤΟ ΠΡΟΓΡΑΜΜΑ ΠΛΗΡΩΜΗΣ ΣΥΝΤΑΞΕΩΝ ΑΥΓΟΥΣΤΟΥ ΕΚ ΤΟΥ ΥΠΟΚΑΤΑΣΤΗΜΑΤΟΣ ΤΗΣ ΕΘΝΙΚΗΣ ΤΡΑΠΕΖΗΣ	[977, 290, 1169, 343]
column-3	[592, 8, 962, 696]
article-body: Εις ταγματάρχας οι λοχαγοί: Αλεξανδρόπουλος Ν., Βλάχος Σ., Ιωαννίδης Γ.	[886, 1165, 1172, 1187]
article-body: Εις τον βαθμόν του ταγματάρχου προάγονται οι λοχαγοί των σωμάτων: Ιατρικού, Οικονομικού, Μηχανικού.	[592, 1358, 874, 1381]
continuation-label: ΣΥΝΕΧΕΙΑ ΕΚ ΤΗΣ 1ΗΣ ΣΕΛ.	[1184, 615, 1317, 626]
continuation-label: ΣΥΝΕΧΕΙΑ ΕΚ ΤΗΣ 1ΗΣ ΣΕΛ.	[402, 1554, 535, 1565]
article-body: Μάθιν Ρόκτεϊλ, πρόεδρος της Ενώσεως, εδήλωσεν ότι το ζήτημα παραμένει ανοικτόν.	[402, 1566, 580, 1601]
article-body: ΑΘΗΝΑΙ, 31.— Αι υπό τύπον αποζημιώσεως καταβαλλόμεναι παροχαί εις τους καταστάντας αναπήρους δεν θεωρούνται εισόδημα και δεν υπόκεινται εις φορολογίαν.	[974, 50, 1172, 108]
article-body: Διά διατάγματος, δημοσιευθέντος εις το φύλλον της Εφημερίδος της Κυβερνήσεως, προάγονται εις τον βαθμόν του αντισυνταγματάρχου οι κάτωθι ταγματάρχαι: Παπαδόπουλος Δ., Κωνσταντίνου Ι., Γεωργίου Ν., Αλεξίου Κ., Παπαθανασίου Σ.	[592, 1156, 874, 1214]
article-body: ΟΥΑΣΙΓΚΤΩΝ, 31 (Υπηρ. Τύπου).— Κατά το πρώτον εξάμηνον του έτους εσημειώθησαν ολιγώτερα κρούσματα πολιομυελίτιδος, ο αγών όμως διά τον πλήρη έλεγχον της νόσου συνεχίζεται εντατικώς.	[1184, 492, 1368, 562]
article-diplomats	[402, 1524, 580, 1601]
column-2	[402, 8, 580, 768]
article-body: ΑΘΗΝΑΙ, 31.— Δι' αποφάσεως του υπουργείου Γεωργίας απαγορεύεται η εξαγωγή φυτειών κορινθιακής σταφίδος.	[402, 615, 580, 661]
article-body: ετών, ο οποίος σύμφωνα με τας πληροφορίας της αστυνομίας ευρίσκετο εις την περιοχήν κατά την νύκτα του εγκλήματος. Αι έρευναι συνεχίζονται εις όλην την Καλιφόρνιαν.	[8, 653, 390, 688]
article-cancer-wing	[592, 306, 962, 427]
divider	[8, 465, 390, 467]
headline: Η ΑΠΟΚΑΤΑΣΤΑΣΙΣ ΚΑΛΛΙΕΡΓΗΤΩΝ	[1019, 638, 1127, 666]
article-export-insurance	[592, 442, 962, 564]
article-body: Μηχανικός του υποβρυχίου ανεκάλυψε την δολιοφθοράν και ειδοποίησε τας αρχάς. Αι υπηρεσίαι αντικατασκοπείας εκινητοποιήθησαν αμέσως.	[1376, 810, 1560, 868]
subheading: Η ΓΝΩΜΗ Η «ΦΙΓΚΑΡΩ»	[1407, 638, 1529, 651]
column-4	[974, 8, 1172, 712]
article-funding	[974, 120, 1172, 279]
column-rule	[586, 8, 587, 998]
article-body: Σουλιώτης Ν., Λάμπρου Κ., Μαυρίδης Α., Καραγιάννης Χ., Σταματίου Π., Παπακώστας Ι., Γεωργακόπουλος Θ., Νικολαΐδης Ε., Χριστοδούλου Β.	[592, 1216, 874, 1251]
article-body: ΑΘΗΝΑΙ, 31.— Δι' αποφάσεως του υπουργού Εργασίας κ. Μανωλοπούλου καθορίζονται από 1ης Ιουλίου τα νέα κατώτατα όρια ημερομισθίων των εργατών ρητινοσυλλογής και επεξεργασίας ρητίνης.	[8, 558, 390, 592]
headline: ΤΟ ΧΡΗΜΑΤΙΣΤΗΡΙΟΝ ΤΩΝ ΕΜΠΟΡΕΥΜΑΤΩΝ	[12, 912, 386, 932]
divider	[402, 249, 580, 250]
headline: Ο κ. ΝΤΑΙΗΒΙΣ ΜΕΤΑΒΑΙΝΕΙ ΕΙΣ ΛΟΝΔΙΝΟΝ ΠΡΟΣ ΣΥΝΕΧΙΣΙΝ ΤΩΝ ΣΥΝΟΜΙΛΙΩΝ ΤΟΥ	[1203, 576, 1541, 610]
article-body: Σουλιώτης Ν., Λάμπρου Κ., Μαυρίδης Α., Καραγιάννης Χ., Σταματίου Π., Παπακώστας Ι., Γεωργακόπουλος Θ., Νικολαΐδης Ε., Χριστοδούλου Β.	[886, 1268, 1172, 1303]
divider	[402, 1456, 580, 1457]
article-body: Μηχανικός του υποβρυχίου ανεκάλυψε την δολιοφθοράν και ειδοποίησε τας αρχάς. Αι υπηρεσίαι αντικατασκοπείας εκινητοποιήθησαν αμέσως.	[1184, 884, 1368, 942]
headline: ΑΡΧΙΖΟΥΝ ΣΗΜΕΡΟΝ ΟΙ ΑΓΩΝΕΣ ΣΤΙΒΟΥ ΕΘΝΙΚΩΝ ΟΜΑΔΩΝ ΕΛΛΑΔΟΣ — Β' ΙΤΑΛΙΑΣ	[22, 778, 376, 812]
continuation-label: ΣΥΝΕΧΕΙΑ ΕΚ ΤΗΣ 1ΗΣ ΣΕΛ.	[8, 640, 141, 652]
article-body: ΑΘΗΝΑΙ, 31.— Το υπουργείον Εμπορίου εις ανακοίνωσίν του τονίζει τα σοβαρά πλεονεκτήματα τα οποία παρέχει εις τους εξαγωγείς ο θεσμός της ασφαλίσεως των εξαγωγικών κινδύνων.	[592, 492, 773, 561]
article-body: ΑΘΗΝΑΙ, 31.— Κοινοποιείται εις τους ενδιαφερομένους η απόφασις περί αποκαταστάσεως καλλιεργητών.	[974, 669, 1172, 703]
article-body: ΑΘΗΝΑΙ, 31.— Δι' αποφάσεως του υπουργού Συντονισμού διατίθεται ποσόν 44.192.500 δραχμών διά την χρηματοδότησιν διαφόρων έργων εις τας επαρχίας της χώρας.	[974, 162, 1172, 220]
article-body: Ο «Αθηνάϊς» εγραψεν ότι πολλοί είναι αισιόδοξοι διά την έκβασιν των συνομιλιών.	[1376, 653, 1560, 688]
article-tebe	[592, 171, 962, 292]
